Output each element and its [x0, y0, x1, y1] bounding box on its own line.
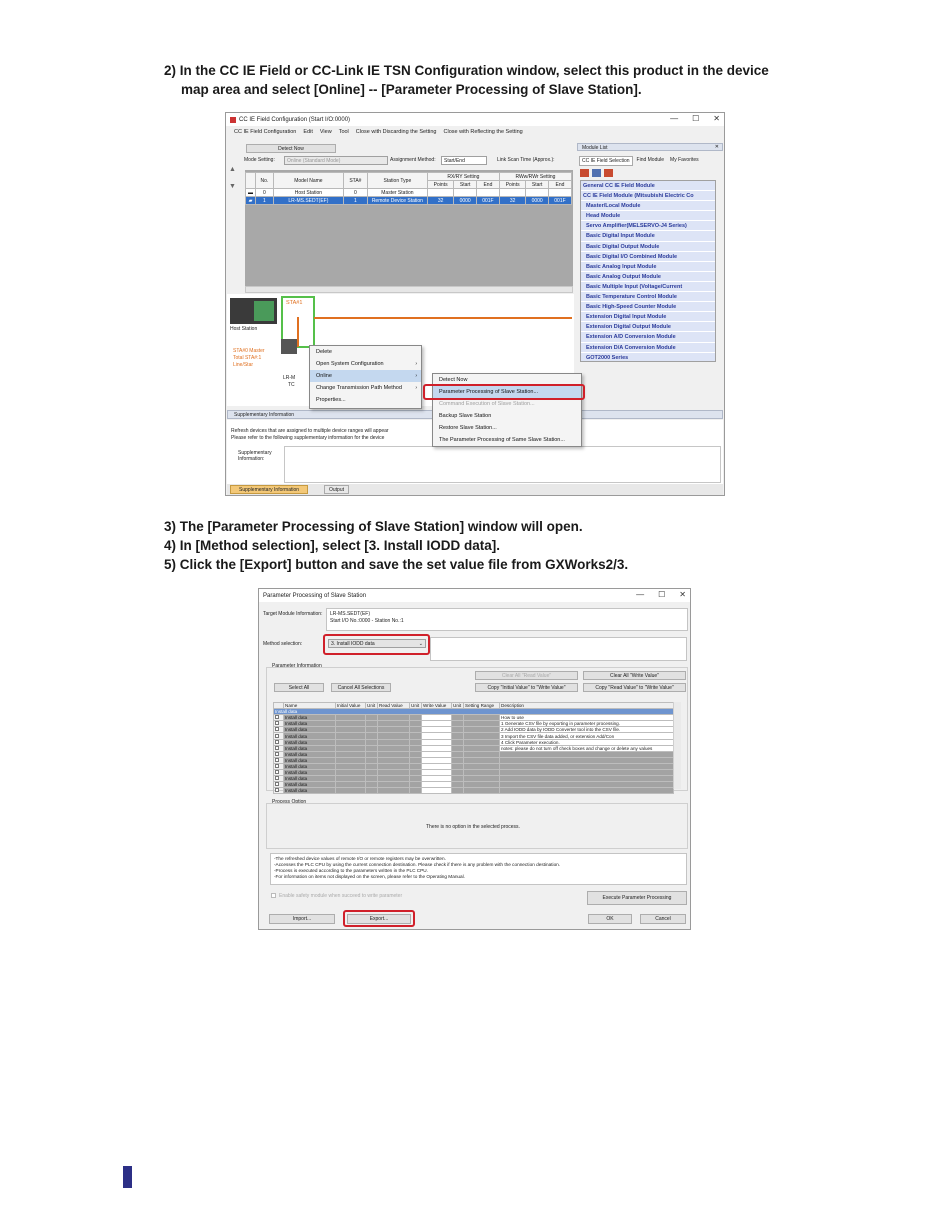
menu-item-label: Change Transmission Path Method — [316, 385, 402, 391]
step-2-text-line1: 2) In the CC IE Field or CC-Link IE TSN Configuration window, select this product in the device — [164, 63, 769, 78]
page-footer-mark — [123, 1166, 132, 1188]
step-4-text: 4) In [Method selection], select [3. Install IODD data]. — [164, 538, 501, 553]
cell-no: 1 — [256, 197, 274, 205]
list-item[interactable]: Head Module — [581, 211, 715, 221]
supplementary-info-box — [284, 446, 721, 483]
app-icon — [230, 117, 236, 123]
cell-description: 3 Import the CSV file data added, or extension Add/Con — [500, 733, 674, 739]
list-item[interactable]: Basic High-Speed Counter Module — [581, 302, 715, 312]
assignment-method-label: Assignment Method: — [390, 157, 436, 163]
tab-output[interactable]: Output — [324, 485, 349, 494]
process-option-label: Process Option — [272, 799, 307, 805]
list-item[interactable]: Basic Digital Input Module — [581, 231, 715, 241]
cell-unit — [452, 788, 464, 794]
menu-item-label: Open System Configuration — [316, 361, 384, 367]
maximize-icon[interactable]: ☐ — [692, 114, 700, 123]
window-controls — [636, 590, 686, 599]
parameter-information-label: Parameter Information — [272, 663, 322, 669]
module-list-title: Module List — [582, 145, 608, 151]
cell-description: notes: please do not turn off check boxes and change or delete any values — [500, 745, 674, 751]
execute-parameter-processing-button[interactable]: Execute Parameter Processing — [587, 891, 687, 905]
parameter-table-scrollbar[interactable] — [673, 702, 681, 789]
close-icon[interactable]: ✕ — [713, 114, 720, 123]
minimize-icon[interactable]: — — [670, 114, 679, 123]
row-checkbox-box[interactable] — [275, 770, 279, 774]
step-3-text: 3) The [Parameter Processing of Slave Station] window will open. — [164, 519, 583, 534]
menu-tool[interactable]: Tool — [338, 128, 349, 135]
list-item[interactable]: Basic Digital I/O Combined Module — [581, 252, 715, 262]
tab-find-module[interactable]: Find Module — [636, 157, 665, 163]
supplementary-label: Supplementary Information: — [238, 450, 272, 462]
tab-supplementary-information[interactable]: Supplementary Information — [230, 485, 308, 494]
export-button[interactable]: Export... — [347, 914, 411, 924]
menu-edit[interactable]: Edit — [303, 128, 313, 135]
cell-description: How to use — [500, 715, 674, 721]
cell-description: 2 Add IODD data by IODD Converter tool into the CSV file. — [500, 727, 674, 733]
cell — [548, 189, 571, 197]
device-list-table — [245, 172, 572, 205]
note-3: -Process is executed according to the parameters written in the PLC CPU. — [274, 868, 428, 873]
row-checkbox-box[interactable] — [275, 782, 279, 786]
window-title: CC IE Field Configuration (Start I/O:0000) — [239, 116, 351, 123]
cell-start: 0000 — [526, 197, 549, 205]
enable-safety-label: Enable safety module when succeed to write parameter — [279, 893, 403, 899]
table-row-selected[interactable] — [246, 197, 572, 205]
menu-item-same-slave-station[interactable]: The Parameter Processing of Same Slave Station... — [439, 437, 565, 443]
menu-config[interactable]: CC IE Field Configuration — [234, 128, 297, 135]
chevron-right-icon: › — [415, 373, 417, 379]
window-title: Parameter Processing of Slave Station — [263, 592, 367, 599]
clear-all-read-value-button[interactable]: Clear All "Read Value" — [475, 671, 578, 680]
list-item[interactable]: Master/Local Module — [581, 201, 715, 211]
col-unit: Unit — [452, 703, 464, 709]
host-station-image[interactable] — [230, 298, 277, 324]
note-4: -For information on items not displayed on the screen, please refer to the Operating Manual. — [274, 874, 465, 879]
module-toolbar — [580, 169, 640, 178]
row-checkbox-box[interactable] — [275, 788, 279, 792]
cell-description: 4 Click Parameter execution. — [500, 739, 674, 745]
network-line — [314, 317, 572, 319]
menu-item-properties[interactable]: Properties... — [316, 397, 346, 403]
method-selection-label: Method selection: — [263, 641, 303, 647]
scroll-down-icon[interactable]: ▼ — [229, 183, 236, 190]
list-item[interactable]: Extension D/A Conversion Module — [581, 343, 715, 353]
col-no: No. — [256, 173, 274, 189]
cell — [476, 189, 499, 197]
host-icon: ▬ — [246, 189, 256, 197]
cell-read-value — [378, 788, 410, 794]
col-name: Name — [284, 703, 336, 709]
subcol-start: Start — [454, 181, 477, 189]
close-panel-icon[interactable]: ✕ — [714, 144, 719, 150]
ok-button[interactable]: OK — [588, 914, 632, 924]
subcol-end: End — [476, 181, 499, 189]
parameter-table — [273, 702, 674, 794]
row-checkbox-box[interactable] — [275, 715, 279, 719]
row-checkbox-box[interactable] — [275, 776, 279, 780]
row-checkbox-box[interactable] — [275, 740, 279, 744]
slave-device-image[interactable] — [281, 339, 297, 354]
method-selection-select[interactable] — [328, 639, 426, 648]
supplementary-text-2: Please refer to the following supplementary information for the device — [231, 435, 385, 441]
subcol-end: End — [548, 181, 571, 189]
menu-item-restore-slave-station[interactable]: Restore Slave Station... — [439, 425, 497, 431]
filter-icon[interactable] — [592, 169, 601, 177]
col-initial-value: Initial Value — [336, 703, 366, 709]
col-write-value: Write Value — [422, 703, 452, 709]
title-bar — [259, 589, 690, 602]
row-checkbox-box[interactable] — [275, 734, 279, 738]
detect-now-button[interactable]: Detect Now — [246, 144, 336, 153]
row-checkbox-box[interactable] — [275, 727, 279, 731]
col-rwwrwr: RWw/RWr Setting — [499, 173, 571, 181]
bottom-tab-bar — [227, 484, 723, 495]
cell-name: Install data — [284, 715, 336, 721]
sort-icon[interactable] — [580, 169, 589, 177]
note-2: -Accesses the PLC CPU by using the current connection destination. Please check if there is any problem with the connection destination. — [274, 862, 561, 867]
cell-name: Install data — [284, 788, 336, 794]
host-station-label: Host Station — [230, 326, 258, 332]
list-item[interactable]: Basic Digital Output Module — [581, 242, 715, 252]
tab-cc-ie-field-selection[interactable]: CC IE Field Selection — [579, 156, 633, 166]
row-checkbox-box[interactable] — [275, 721, 279, 725]
target-module-label: Target Module Information: — [263, 611, 323, 617]
target-module-name: LR-MS.SEDT(EF) — [330, 611, 370, 617]
cell-type: Master Station — [367, 189, 427, 197]
cancel-all-selections-button[interactable]: Cancel All Selections — [331, 683, 391, 692]
select-all-button[interactable]: Select All — [274, 683, 324, 692]
method-selection-value: 3. Install IODD data — [331, 640, 375, 647]
menu-item-parameter-processing[interactable]: Parameter Processing of Slave Station... — [433, 386, 581, 398]
supplementary-title: Supplementary Information — [234, 412, 295, 418]
cell-type: Remote Device Station — [367, 197, 427, 205]
list-item[interactable]: Basic Multiple Input (Voltage/Current — [581, 282, 715, 292]
row-checkbox-box[interactable] — [275, 758, 279, 762]
window-controls — [670, 114, 720, 123]
list-item[interactable]: Basic Analog Output Module — [581, 272, 715, 282]
list-item[interactable]: Basic Analog Input Module — [581, 262, 715, 272]
menu-item-change-transmission-path[interactable] — [310, 382, 421, 394]
col-setting-range: Setting Range — [464, 703, 500, 709]
col-read-value: Read Value — [378, 703, 410, 709]
cell-model: LR-MS.SEDT(EF) — [273, 197, 343, 205]
table-row[interactable] — [274, 788, 674, 794]
cell-setting-range — [464, 788, 500, 794]
master-info-3: Line/Star — [233, 362, 254, 368]
row-checkbox-box[interactable] — [275, 746, 279, 750]
col-model-name: Model Name — [273, 173, 343, 189]
cell — [526, 189, 549, 197]
row-checkbox-box[interactable] — [275, 764, 279, 768]
chevron-down-icon: ⌄ — [418, 640, 423, 647]
minimize-icon[interactable]: — — [636, 590, 645, 599]
device-icon: ▰ — [246, 197, 256, 205]
menu-close-discard[interactable]: Close with Discarding the Setting — [355, 128, 437, 135]
maximize-icon[interactable]: ☐ — [658, 590, 666, 599]
menu-close-reflect[interactable]: Close with Reflecting the Setting — [443, 128, 523, 135]
menu-item-label: Online — [316, 373, 332, 379]
table-row[interactable] — [246, 189, 572, 197]
cell-unit — [410, 788, 422, 794]
list-item[interactable]: GOT2000 Series — [581, 353, 715, 362]
notes-box — [270, 853, 687, 885]
cell-no: 0 — [256, 189, 274, 197]
menu-item-backup-slave-station[interactable]: Backup Slave Station — [439, 413, 492, 419]
col-unit: Unit — [410, 703, 422, 709]
chevron-right-icon: › — [415, 361, 417, 367]
row-checkbox[interactable] — [274, 788, 284, 794]
menu-item-delete[interactable]: Delete — [316, 349, 332, 355]
group-row-label: Install data — [274, 709, 674, 715]
menu-item-online[interactable] — [310, 370, 421, 382]
col-sta: STA# — [343, 173, 367, 189]
cell-write-value[interactable] — [422, 788, 452, 794]
device-label-2: TC — [288, 382, 295, 388]
subcol-points: Points — [499, 181, 525, 189]
import-button[interactable]: Import... — [269, 914, 335, 924]
cell-points: 32 — [499, 197, 525, 205]
col-station-type: Station Type — [367, 173, 427, 189]
menu-view[interactable]: View — [319, 128, 332, 135]
assignment-method-select[interactable]: Start/End — [441, 156, 487, 165]
cell-name: Install data — [284, 733, 336, 739]
cell-initial-value — [336, 788, 366, 794]
link-scan-label: Link Scan Time (Approx.): — [497, 157, 555, 163]
cell — [454, 189, 477, 197]
module-tabs — [579, 156, 719, 166]
menu-item-detect-now[interactable]: Detect Now — [439, 377, 468, 383]
chevron-right-icon: › — [415, 385, 417, 391]
cell-end: 001F — [548, 197, 571, 205]
step-2-text-line2: map area and select [Online] -- [Parameter Processing of Slave Station]. — [181, 82, 642, 97]
cell-description: 1 Generate CSV file by exporting in parameter processing. — [500, 721, 674, 727]
clear-all-write-value-button[interactable]: Clear All "Write Value" — [583, 671, 686, 680]
copy-initial-to-write-button[interactable]: Copy "Initial Value" to "Write Value" — [475, 683, 578, 692]
cell-name: Install data — [284, 782, 336, 788]
supplementary-text-1: Refresh devices that are assigned to multiple device ranges will appear — [231, 428, 389, 434]
menu-bar — [226, 127, 724, 136]
title-bar — [226, 113, 724, 126]
list-item[interactable]: Extension Digital Input Module — [581, 312, 715, 322]
favorite-icon[interactable] — [604, 169, 613, 177]
module-list-header — [577, 143, 723, 151]
cell — [427, 189, 453, 197]
cell-start: 0000 — [454, 197, 477, 205]
cell-name: Install data — [284, 727, 336, 733]
subcol-start: Start — [526, 181, 549, 189]
step-5-text: 5) Click the [Export] button and save the set value file from GXWorks2/3. — [164, 557, 629, 572]
row-checkbox-box[interactable] — [275, 752, 279, 756]
module-list — [580, 180, 716, 362]
mode-setting-label: Mode Setting: — [244, 157, 275, 163]
cell-name: Install data — [284, 739, 336, 745]
mode-setting-select[interactable]: Online (Standard Mode) — [284, 156, 388, 165]
cell-unit — [366, 788, 378, 794]
close-icon[interactable]: ✕ — [679, 590, 686, 599]
sta-label: STA#1 — [286, 300, 303, 306]
target-module-station: Start I/O No.:0000 - Station No.:1 — [330, 618, 404, 624]
col-description: Description — [500, 703, 674, 709]
list-item[interactable]: Extension Digital Output Module — [581, 322, 715, 332]
cell-name: Install data — [284, 770, 336, 776]
list-item[interactable]: General CC IE Field Module — [581, 181, 715, 191]
cell-sta: 1 — [343, 197, 367, 205]
master-info-2: Total STA#:1 — [233, 355, 262, 361]
online-submenu — [432, 373, 582, 447]
cell-name: Install data — [284, 751, 336, 757]
scroll-up-icon[interactable]: ▲ — [229, 166, 236, 173]
list-item[interactable]: Basic Temperature Control Module — [581, 292, 715, 302]
master-info-1: STA#0 Master — [233, 348, 265, 354]
network-drop-line — [297, 317, 299, 347]
col-icon — [246, 173, 256, 189]
cell-name: Install data — [284, 721, 336, 727]
context-menu — [309, 345, 422, 409]
cell-description — [500, 788, 674, 794]
cell-name: Install data — [284, 763, 336, 769]
cell-model: Host Station — [273, 189, 343, 197]
cell-end: 001F — [476, 197, 499, 205]
cell-name: Install data — [284, 757, 336, 763]
cell-sta: 0 — [343, 189, 367, 197]
cell-points: 32 — [427, 197, 453, 205]
note-1: -The refreshed device values of remote I/O or remote registers may be overwritten. — [274, 856, 446, 861]
horizontal-scrollbar[interactable] — [245, 286, 573, 293]
no-option-text: There is no option in the selected process. — [426, 824, 520, 830]
enable-safety-checkbox[interactable] — [271, 893, 276, 898]
device-label-1: LR-M — [283, 375, 296, 381]
list-item[interactable]: CC IE Field Module (Mitsubishi Electric Co — [581, 191, 715, 201]
cell — [499, 189, 525, 197]
menu-item-open-system-configuration[interactable] — [310, 358, 421, 370]
menu-item-command-execution[interactable]: Command Execution of Slave Station... — [439, 401, 535, 407]
subcol-points: Points — [427, 181, 453, 189]
cell-name: Install data — [284, 745, 336, 751]
tab-my-favorites[interactable]: My Favorites — [670, 157, 699, 163]
cell-name: Install data — [284, 776, 336, 782]
col-unit: Unit — [366, 703, 378, 709]
cancel-button[interactable]: Cancel — [640, 914, 686, 924]
target-module-box — [326, 608, 688, 631]
list-item[interactable]: Extension A/D Conversion Module — [581, 332, 715, 342]
method-description-box — [430, 637, 687, 661]
copy-read-to-write-button[interactable]: Copy "Read Value" to "Write Value" — [583, 683, 686, 692]
col-rxry: RX/RY Setting — [427, 173, 499, 181]
list-item[interactable]: Servo Amplifier(MELSERVO-J4 Series) — [581, 221, 715, 231]
